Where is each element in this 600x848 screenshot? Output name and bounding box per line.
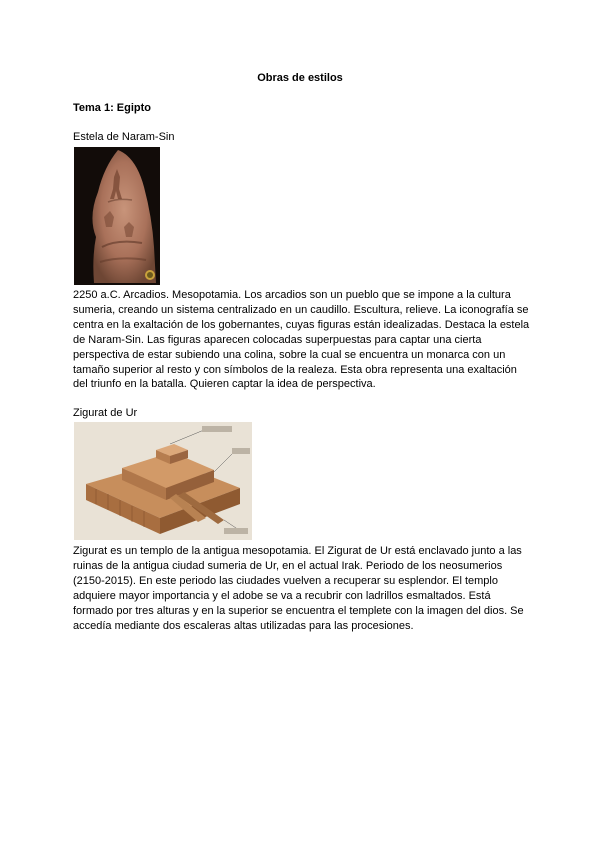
stele-subtitle: Estela de Naram-Sin [73,131,175,143]
stele-photo [74,147,160,285]
document-title: Obras de estilos [257,72,343,84]
ziggurat-paragraph: Zigurat es un templo de la antigua mesopotamia. El Zigurat de Ur está enclavado junto a las ruinas de la antigua ciudad sumeria de Ur, en el actual Irak. Periodo de los neosumerios (2150-2015). En este periodo las ciudades vuelven a recuperar su esplendor. El templo adquiere mayor importancia y el adobe se va a recubrir con ladrillos esmaltados. Está formado por tres alturas y en la superior se encuentra el templete con la imagen del dios. Se accedía mediante dos escaleras altas utilizadas para las procesiones. [73,545,524,632]
ziggurat-illustration [74,422,252,540]
stele-paragraph: 2250 a.C. Arcadios. Mesopotamia. Los arcadios son un pueblo que se impone a la cultura sumeria, creando un sistema centralizado en un caudillo. Escultura, relieve. La iconografía se centra en la exaltación de los gobernantes, cuyas figuras están idealizadas. Destaca la estela de Naram-Sin. Las figuras aparecen colocadas superpuestas para captar una cierta perspectiva de estar subiendo una colina, sobre la cual se encuentra un monarca con un tamaño superior al resto y con símbolos de la realeza. Esta obra representa una exaltación del triunfo en la batalla. Quieren captar la idea de perspectiva. [73,289,530,391]
ziggurat-subtitle: Zigurat de Ur [73,407,138,419]
section-heading: Tema 1: Egipto [73,102,152,114]
